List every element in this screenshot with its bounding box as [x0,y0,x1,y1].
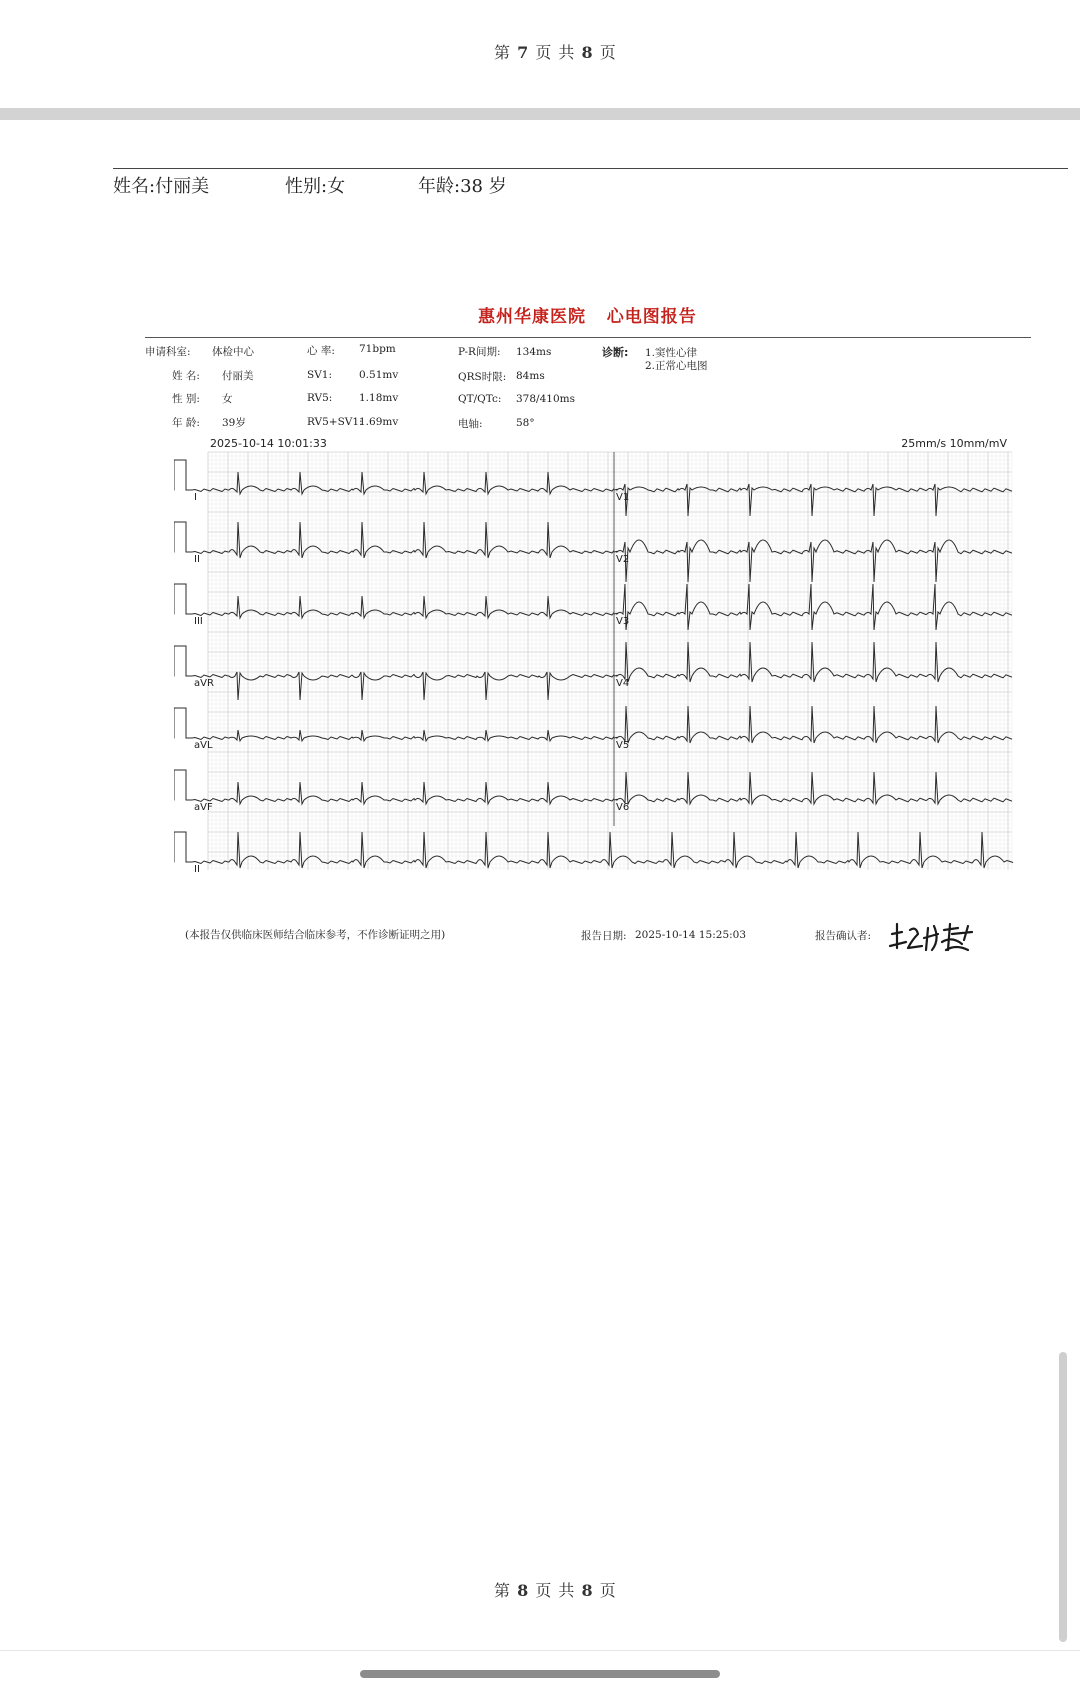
calibration-pulse [174,832,192,862]
lead-trace-V3 [614,584,1012,630]
pager-current: 8 [517,1581,530,1600]
rv5-value: 1.18mv [359,392,399,404]
signature-image [888,920,978,960]
pr-label: P-R间期: [458,346,501,358]
calibration-pulse [174,646,192,676]
dept-label: 申请科室: [145,346,191,358]
pager-mid: 页 共 [535,1581,576,1600]
qt-label: QT/QTc: [458,393,502,405]
lead-label-V5: V5 [616,740,630,751]
ecg-chart [174,436,1014,876]
age-label: 年 龄: [172,417,200,429]
signature-svg [888,920,978,956]
report-title: 惠州华康医院 心电图报告 [478,307,697,327]
lead-trace-aVL [192,730,614,741]
bottom-divider [0,1650,1080,1651]
calibration-pulse [174,522,192,552]
vertical-scrollbar[interactable] [1059,1352,1067,1642]
signature-stroke [890,924,972,950]
ecg-speed: 25mm/s 10mm/mV [901,437,1007,450]
hr-label: 心 率: [307,345,335,357]
sex-label: 性 别: [172,393,200,405]
report-disclaimer: (本报告仅供临床医师结合临床参考，不作诊断证明之用) [185,929,446,941]
page-indicator-top [494,40,617,63]
pager-prefix: 第 [494,1581,512,1600]
home-indicator[interactable] [360,1670,720,1678]
lead-trace-V5 [614,706,1012,743]
patient-header-rule [113,168,1068,169]
patient-gender: 性别:女 [285,176,346,197]
patient-name: 姓名:付丽美 [113,176,210,197]
sv1-value: 0.51mv [359,369,399,381]
lead-trace-III [192,596,614,618]
qt-value: 378/410ms [516,393,575,405]
axis-label: 电轴: [458,418,483,430]
lead-label-II: II [194,554,200,565]
sex-value: 女 [222,393,233,405]
sv1-label: SV1: [307,369,332,381]
axis-value: 58° [516,417,535,429]
patient-age: 年龄:38 岁 [418,176,507,197]
age-value: 39岁 [222,417,246,429]
name-label: 姓 名: [172,370,200,382]
pager-mid: 页 共 [535,43,576,62]
pager-total: 8 [581,1581,594,1600]
calibration-pulse [174,584,192,614]
pager-suffix: 页 [599,1581,617,1600]
rv5-label: RV5: [307,392,333,404]
ecg-timestamp: 2025-10-14 10:01:33 [210,437,327,450]
lead-label-V6: V6 [616,802,630,813]
dept-value: 体检中心 [212,346,254,358]
lead-label-V3: V3 [616,616,630,627]
rv5sv1-value: 1.69mv [359,416,399,428]
calibration-pulse [174,460,192,490]
name-value: 付丽美 [222,370,254,382]
lead-label-aVF: aVF [194,802,213,813]
lead-trace-V2 [614,540,1012,582]
pager-current: 7 [517,43,530,62]
diagnosis-label: 诊断: [602,346,629,359]
lead-label-aVL: aVL [194,740,213,751]
calibration-pulse [174,708,192,738]
qrs-label: QRS时限: [458,371,507,383]
lead-label-V2: V2 [616,554,630,565]
lead-label-V1: V1 [616,492,630,503]
report-date-value: 2025-10-14 15:25:03 [635,929,747,941]
hr-value: 71bpm [359,343,396,355]
rv5sv1-label: RV5+SV1: [307,416,363,428]
page-indicator-bottom [494,1578,617,1601]
lead-label-III: III [194,616,203,627]
lead-label-V4: V4 [616,678,630,689]
pager-total: 8 [581,43,594,62]
lead-label-II: II [194,864,200,872]
report-confirm-label: 报告确认者: [815,930,872,942]
pager-prefix: 第 [494,43,512,62]
ecg-grid [208,452,1012,870]
pr-value: 134ms [516,346,552,358]
lead-trace-I [192,472,614,494]
pager-suffix: 页 [599,43,617,62]
lead-label-I: I [194,492,197,503]
page-separator [0,108,1080,120]
lead-trace-rhythm-II [192,832,1013,868]
diagnosis-line-2: 2.正常心电图 [645,360,708,372]
report-date-label: 报告日期: [581,930,627,942]
qrs-value: 84ms [516,370,545,382]
lead-label-aVR: aVR [194,678,214,689]
lead-trace-aVF [192,782,614,804]
ecg-svg [174,436,1014,872]
title-rule [145,337,1031,338]
diagnosis-line-1: 1.窦性心律 [645,347,698,359]
calibration-pulse [174,770,192,800]
